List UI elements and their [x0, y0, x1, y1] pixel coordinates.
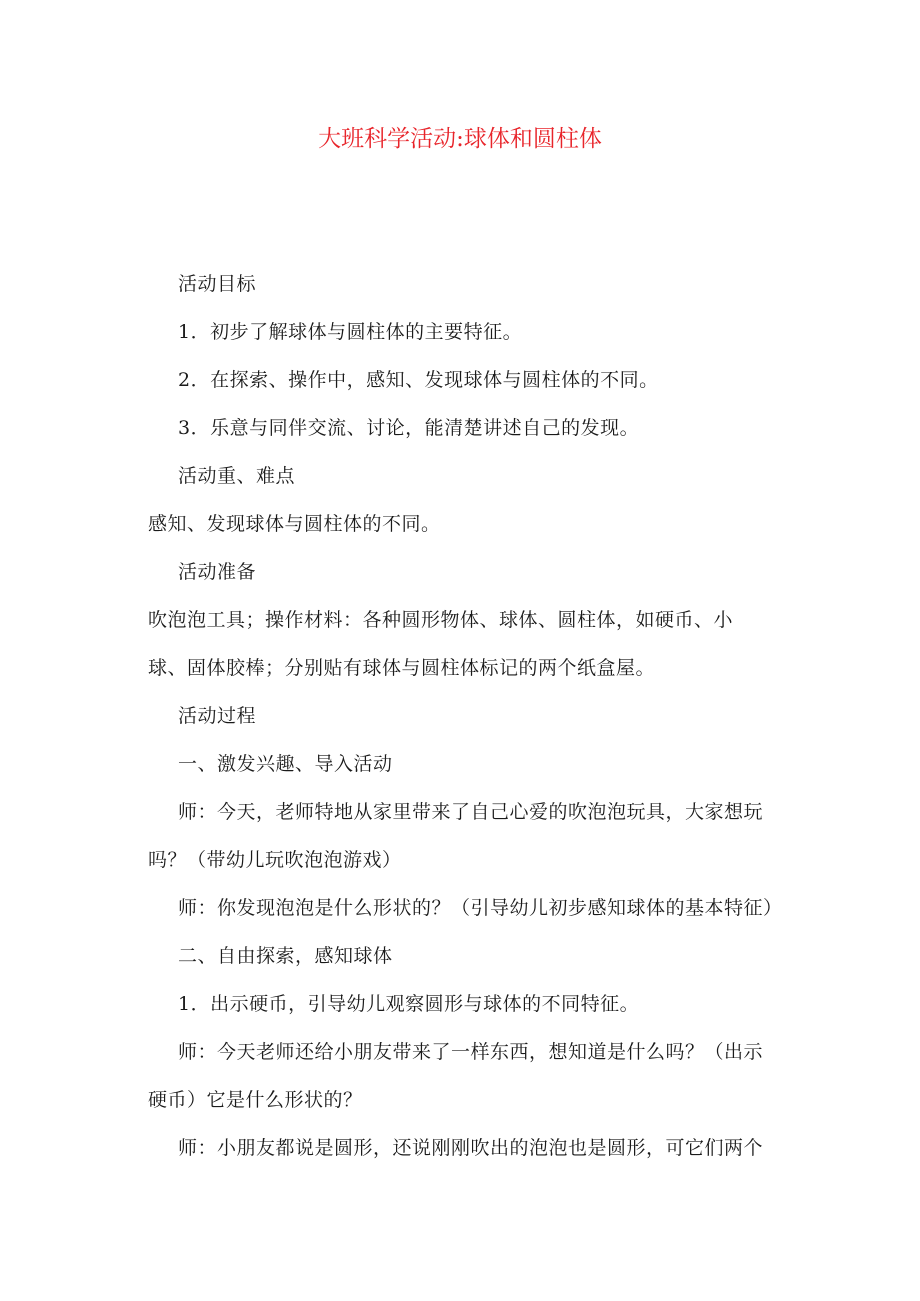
goal-item-2	[178, 356, 788, 404]
heading-process	[178, 692, 788, 740]
dialogue-paragraph	[178, 1124, 788, 1172]
dialogue-paragraph	[178, 884, 788, 932]
paragraph-text: 3．乐意与同伴交流、讨论，能清楚讲述自己的发现。	[178, 417, 640, 439]
key-points-text	[148, 500, 788, 548]
heading-preparation	[178, 548, 788, 596]
paragraph-line: 吹泡泡工具；操作材料：各种圆形物体、球体、圆柱体，如硬币、小	[148, 609, 734, 631]
section-heading-1	[178, 740, 788, 788]
paragraph-text: 感知、发现球体与圆柱体的不同。	[148, 513, 441, 535]
paragraph-text: 一、激发兴趣、导入活动	[178, 753, 393, 775]
document-title: 大班科学活动:球体和圆柱体	[318, 126, 602, 152]
goal-item-1	[178, 308, 788, 356]
paragraph-line: 球、固体胶棒；分别贴有球体与圆柱体标记的两个纸盒屋。	[148, 657, 656, 679]
goal-item-3	[178, 404, 788, 452]
paragraph-line: 师：今天，老师特地从家里带来了自己心爱的吹泡泡玩具，大家想玩	[178, 801, 764, 823]
paragraph-text: 活动过程	[178, 705, 257, 727]
paragraph-text: 师：你发现泡泡是什么形状的？（引导幼儿初步感知球体的基本特征）	[178, 897, 783, 919]
heading-key-points	[178, 452, 788, 500]
paragraph-text: 师：小朋友都说是圆形，还说刚刚吹出的泡泡也是圆形，可它们两个	[178, 1137, 764, 1159]
paragraph-text: 1．初步了解球体与圆柱体的主要特征。	[178, 321, 523, 343]
heading-activity-goals	[178, 260, 788, 308]
step-item-1	[178, 980, 788, 1028]
paragraph-text: 活动目标	[178, 273, 257, 295]
dialogue-paragraph	[148, 1028, 788, 1124]
preparation-text	[148, 596, 788, 692]
paragraph-line: 硬币）它是什么形状的？	[148, 1089, 363, 1111]
section-heading-2	[178, 932, 788, 980]
paragraph-text: 2．在探索、操作中，感知、发现球体与圆柱体的不同。	[178, 369, 659, 391]
document-body	[148, 260, 788, 1172]
paragraph-text: 活动重、难点	[178, 465, 296, 487]
paragraph-line: 师：今天老师还给小朋友带来了一样东西，想知道是什么吗？（出示	[178, 1041, 764, 1063]
paragraph-line: 吗？（带幼儿玩吹泡泡游戏）	[148, 849, 402, 871]
paragraph-text: 1．出示硬币，引导幼儿观察圆形与球体的不同特征。	[178, 993, 640, 1015]
paragraph-text: 活动准备	[178, 561, 257, 583]
paragraph-text: 二、自由探索，感知球体	[178, 945, 393, 967]
dialogue-paragraph	[148, 788, 788, 884]
